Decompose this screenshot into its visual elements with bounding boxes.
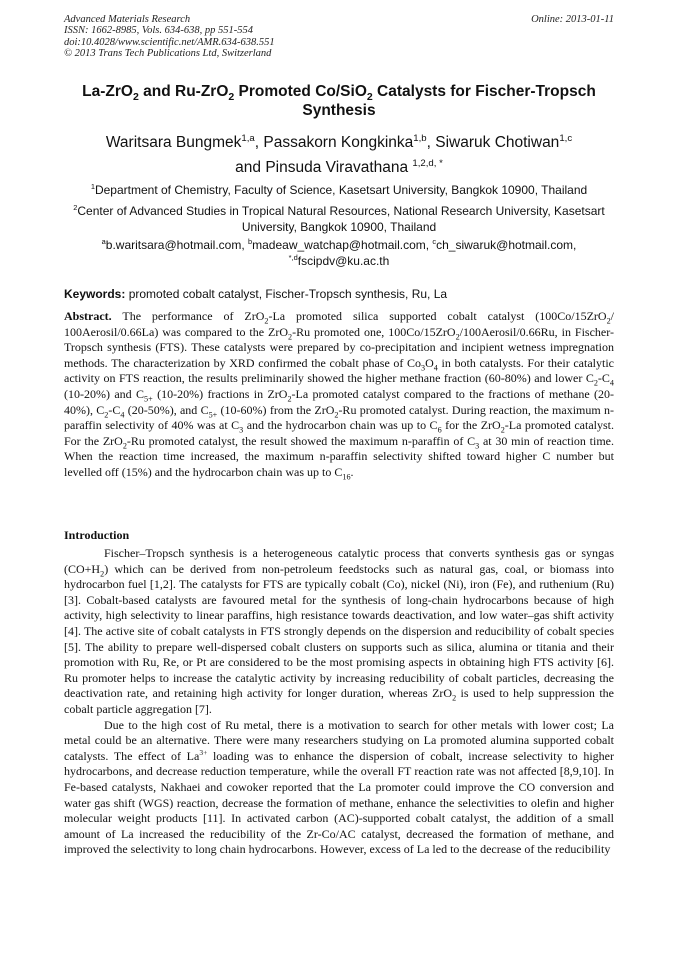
introduction-body <box>64 546 614 858</box>
paragraph: Due to the high cost of Ru metal, there is a motivation to search for other metals with lower cost; La metal could be an alternative. There were many researchers studying on La promoted alumina supported cobalt catalysts. The effect of $La^{3+}$ loading was to enhance the dispersion of cobalt, increase selectivity to higher hydrocarbons, and decrease reduction temperature, while the overall FT reaction rate was not affected [8,9,10]. In Fe-based catalysts, Nakhaei and cowoker reported that the La promoter could improve the CO conversion and water gas shift (WGS) reaction, decrease the formation of methane, enhance the selectivities to olefin and higher molecular weight products [11]. In activated carbon (AC)-supported cobalt catalyst, the addition of a small amount of La increased the reducibility of the Zr-Co/AC catalyst, decreased the formation of methane, and improved the selectivity to long chain hydrocarbons. However, excess of La led to the decrease of the reducibility <box>64 717 614 857</box>
affiliation-1: $^1$Department of Chemistry, Faculty of Science, Kasetsart University, Bangkok 10900, Thailand <box>90 182 588 197</box>
journal-header <box>64 14 275 59</box>
paragraph: Fischer–Tropsch synthesis is a heterogeneous catalytic process that converts synthesis gas or syngas $(CO+H_2)$ which can be derived from non-petroleum feedstocks such as natural gas, coal, or biomass into hydrocarbon fuel [1,2]. The catalysts for FTS are typically cobalt (Co), nickel (Ni), iron (Fe), and ruthenium (Ru) [3]. Cobalt-based catalysts are favoured metal for the synthesis of long-chain hydrocarbons because of high activity, high selectivity to linear paraffins, high resistance towards deactivation, and low water–gas shift activity [4]. The active site of cobalt catalysts in FTS strongly depends on the dispersion and reducibility of cobalt species [5]. The ability to prepare well-dispersed cobalt clusters on supports such as silica, alumina or titania and their promotion with Ru, Re, or Pt are considered to be the most promising aspects in obtaining high FTS activity [6]. Ru promoter helps to increase the catalytic activity by increasing reducibility of cobalt particles, decreasing the deactivation rate, and retaining high activity for longer duration, whereas ZrO$_2$ is used to help suppression the cobalt particle aggregation [7]. <box>64 546 614 716</box>
paper-title: La-ZrO$_2$ and Ru-ZrO$_2$ Promoted Co/SiO$_2$ Catalysts for Fischer-Tropsch Synthesis <box>82 83 596 119</box>
keywords-label: Keywords: <box>64 287 126 301</box>
author: and Pinsuda Viravathana <box>235 159 413 176</box>
journal-issn: ISSN: 1662-8985, Vols. 634-638, pp 551-554 <box>64 25 253 37</box>
abstract-label: Abstract. <box>64 309 112 323</box>
section-heading-introduction: Introduction <box>64 528 130 542</box>
author-emails: $^a$b.waritsara@hotmail.com, $^b$madeaw_watchap@hotmail.com, $^c$ch_siwaruk@hotmail.com, $^{*,d}$fscipdv@ku.ac.th <box>101 237 577 268</box>
journal-copyright: © 2013 Trans Tech Publications Ltd, Switzerland <box>64 47 272 59</box>
author-list: Waritsara Bungmek$^{1,a}$, Passakorn Kongkinka$^{1,b}$, Siwaruk Chotiwan$^{1,c}$ and Pinsuda Viravathana $^{1,2,d, *}$ <box>105 132 573 176</box>
keywords <box>64 287 614 302</box>
author: , Siwaruk Chotiwan <box>426 134 560 151</box>
journal-doi: doi:10.4028/www.scientific.net/AMR.634-638.551 <box>64 36 275 48</box>
affiliation-2: $^2$Center of Advanced Studies in Tropical Natural Resources, National Research University, Kasetsart University, Bangkok 10900, Thailand <box>73 203 605 234</box>
abstract: Abstract. The performance of ZrO$_2$-La promoted silica supported cobalt catalyst (100Co/15ZrO$_2$/ 100Aerosil/0.66La) was compared to the ZrO$_2$-Ru promoted one, 100Co/15ZrO$_2$/100Aerosil/0.66Ru, in Fischer-Tropsch synthesis (FTS). These catalysts were prepared by co-precipitation and incipient wetness impregnation methods. The characterization by XRD confirmed the cobalt phase of $Co_3O_4$ in both catalysts. For their catalytic activity on FTS reaction, the results preliminarily showed the higher methane fraction (60-80%) and lower $C_2-C_4$ (10-20%) and $C_{5+}$ (10-20%) fractions in ZrO$_2$-La promoted catalyst compared to the fractions of methane (20-40%), $C_2-C_4$ (20-50%), and $C_{5+}$ (10-60%) from the ZrO$_2$-Ru promoted catalyst. During reaction, the maximum n-paraffin selectivity of 40% was at $C_3$ and the hydrocarbon chain was up to $C_6$ for the ZrO$_2$-La promoted catalyst. For the ZrO$_2$-Ru promoted catalyst, the result showed the maximum n-paraffin of $C_3$ at 30 min of reaction time. When the reaction time increased, the maximum n-paraffin selectivity shifted toward higher C number but levelled off (15%) and the hydrocarbon chain was up to $C_{16}$. <box>64 309 615 482</box>
author: Waritsara Bungmek <box>105 134 242 151</box>
keywords-text: promoted cobalt catalyst, Fischer-Tropsch synthesis, Ru, La <box>125 287 448 301</box>
online-date: Online: 2013-01-11 <box>531 14 614 25</box>
author: , Passakorn Kongkinka <box>254 134 414 151</box>
journal-name: Advanced Materials Research <box>64 14 191 25</box>
